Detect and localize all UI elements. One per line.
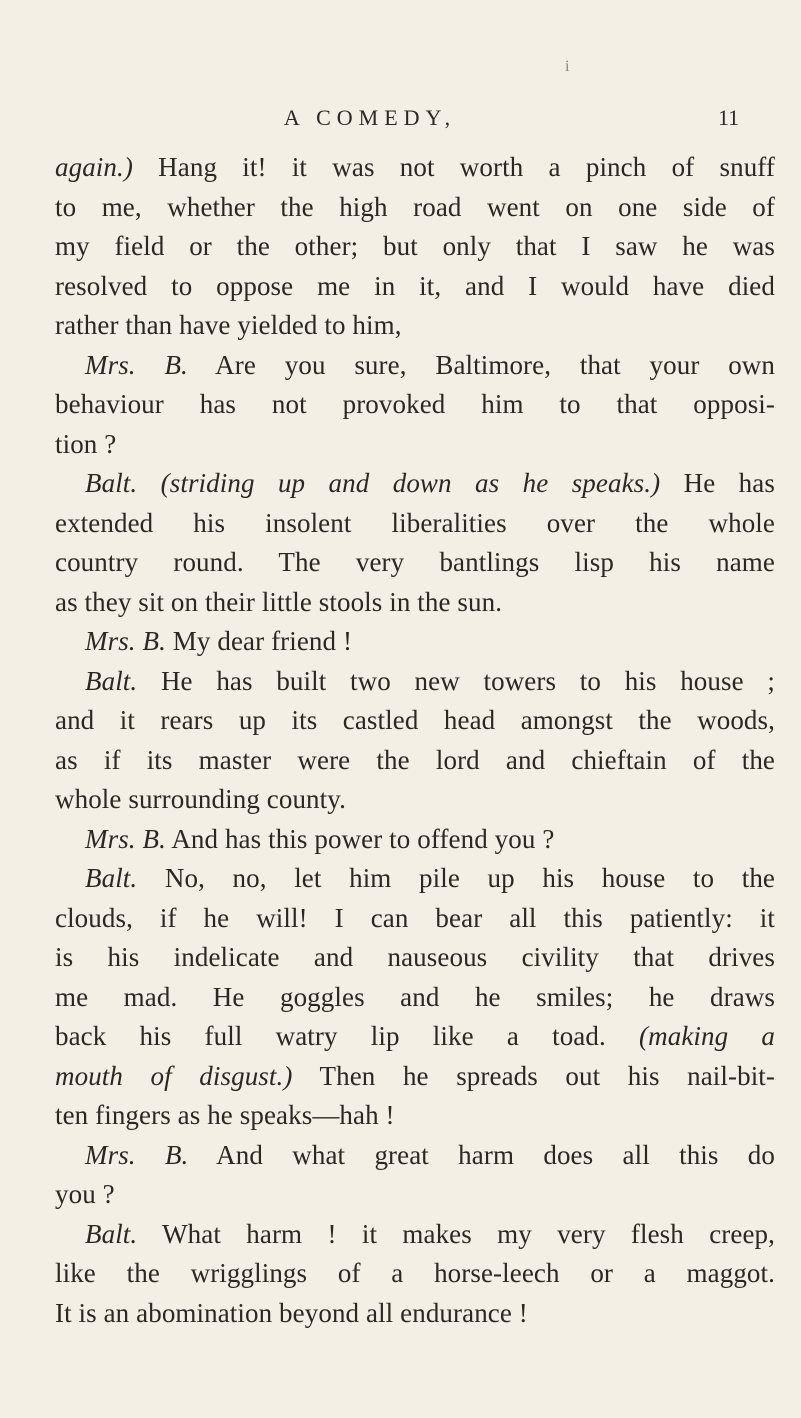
italic-text: (striding up and down as he speaks.) — [160, 468, 661, 498]
text-line — [55, 1057, 775, 1097]
italic-text: Balt. — [85, 468, 138, 498]
roman-text: He has built two new towers to his house ; — [137, 665, 775, 696]
roman-text: He has — [660, 468, 775, 498]
text-line — [55, 1175, 775, 1215]
italic-text: mouth of disgust.) — [55, 1060, 293, 1091]
text-line — [55, 425, 775, 465]
play-text — [55, 148, 775, 1333]
text-line — [55, 464, 775, 504]
text-line — [55, 899, 775, 939]
roman-text: whole surrounding county. — [55, 784, 346, 814]
text-line — [55, 780, 775, 820]
text-line — [55, 662, 775, 702]
text-line — [55, 385, 775, 425]
corner-mark: i — [565, 58, 570, 75]
italic-text: Mrs. B. — [85, 1139, 189, 1170]
text-line — [55, 583, 775, 623]
italic-text: (making a — [639, 1021, 775, 1051]
roman-text: back his full watry lip like a toad. — [55, 1021, 640, 1051]
text-line — [55, 820, 775, 860]
text-line — [55, 978, 775, 1018]
roman-text: And what great harm does all this do — [188, 1139, 775, 1170]
roman-text: No, no, let him pile up his house to the — [137, 863, 775, 893]
running-head — [0, 95, 801, 135]
text-line — [55, 543, 775, 583]
italic-text: Mrs. B. — [85, 626, 166, 656]
text-line — [55, 622, 775, 662]
text-line — [55, 227, 775, 267]
text-line — [55, 741, 775, 781]
italic-text: Balt. — [85, 665, 138, 696]
roman-text: clouds, if he will! I can bear all this patiently: it — [55, 902, 775, 933]
roman-text: tion ? — [55, 428, 117, 459]
page-number: 11 — [718, 105, 740, 130]
roman-text: as they sit on their little stools in the sun. — [55, 586, 503, 617]
roman-text — [137, 468, 160, 498]
roman-text: It is an abomination beyond all endurance ! — [55, 1297, 528, 1328]
roman-text: is his indelicate and nauseous civility that drives — [55, 942, 775, 972]
italic-text: Balt. — [85, 1218, 138, 1249]
italic-text: Mrs. B. — [85, 349, 188, 380]
italic-text: again.) — [55, 152, 133, 182]
roman-text: to me, whether the high road went on one side of — [55, 191, 775, 222]
text-line — [55, 938, 775, 978]
text-line — [55, 1017, 775, 1057]
roman-text: extended his insolent liberalities over the whole — [55, 507, 775, 538]
roman-text: What harm ! it makes my very flesh creep, — [137, 1218, 775, 1249]
text-line — [55, 306, 775, 346]
roman-text: rather than have yielded to him, — [55, 310, 402, 340]
roman-text: my field or the other; but only that I saw he was — [55, 231, 775, 261]
roman-text: you ? — [55, 1179, 115, 1209]
roman-text: And has this power to offend you ? — [165, 823, 555, 854]
italic-text: Mrs. B. — [85, 823, 166, 854]
roman-text: My dear friend ! — [165, 626, 353, 656]
roman-text: resolved to oppose me in it, and I would have died — [55, 270, 775, 301]
roman-text: like the wrigglings of a horse-leech or a maggot. — [55, 1258, 775, 1288]
text-line — [55, 504, 775, 544]
roman-text: ten fingers as he speaks—hah ! — [55, 1100, 395, 1130]
roman-text: as if its master were the lord and chieftain of the — [55, 744, 775, 775]
italic-text: Balt. — [85, 863, 138, 893]
text-line — [55, 188, 775, 228]
roman-text: and it rears up its castled head amongst the woods, — [55, 705, 775, 735]
text-line — [55, 1254, 775, 1294]
text-line — [55, 267, 775, 307]
roman-text: Are you sure, Baltimore, that your own — [187, 349, 775, 380]
text-line — [55, 1294, 775, 1334]
text-line — [55, 346, 775, 386]
text-line — [55, 701, 775, 741]
running-title: A COMEDY, — [283, 105, 457, 130]
roman-text: behaviour has not provoked him to that opposi- — [55, 389, 775, 419]
text-line — [55, 859, 775, 899]
text-line — [55, 148, 775, 188]
roman-text: country round. The very bantlings lisp his name — [55, 547, 775, 577]
text-line — [55, 1215, 775, 1255]
text-line — [55, 1136, 775, 1176]
text-line — [55, 1096, 775, 1136]
roman-text: me mad. He goggles and he smiles; he draws — [55, 981, 775, 1012]
roman-text: Hang it! it was not worth a pinch of snuff — [132, 152, 775, 182]
roman-text: Then he spreads out his nail-bit- — [292, 1060, 775, 1091]
